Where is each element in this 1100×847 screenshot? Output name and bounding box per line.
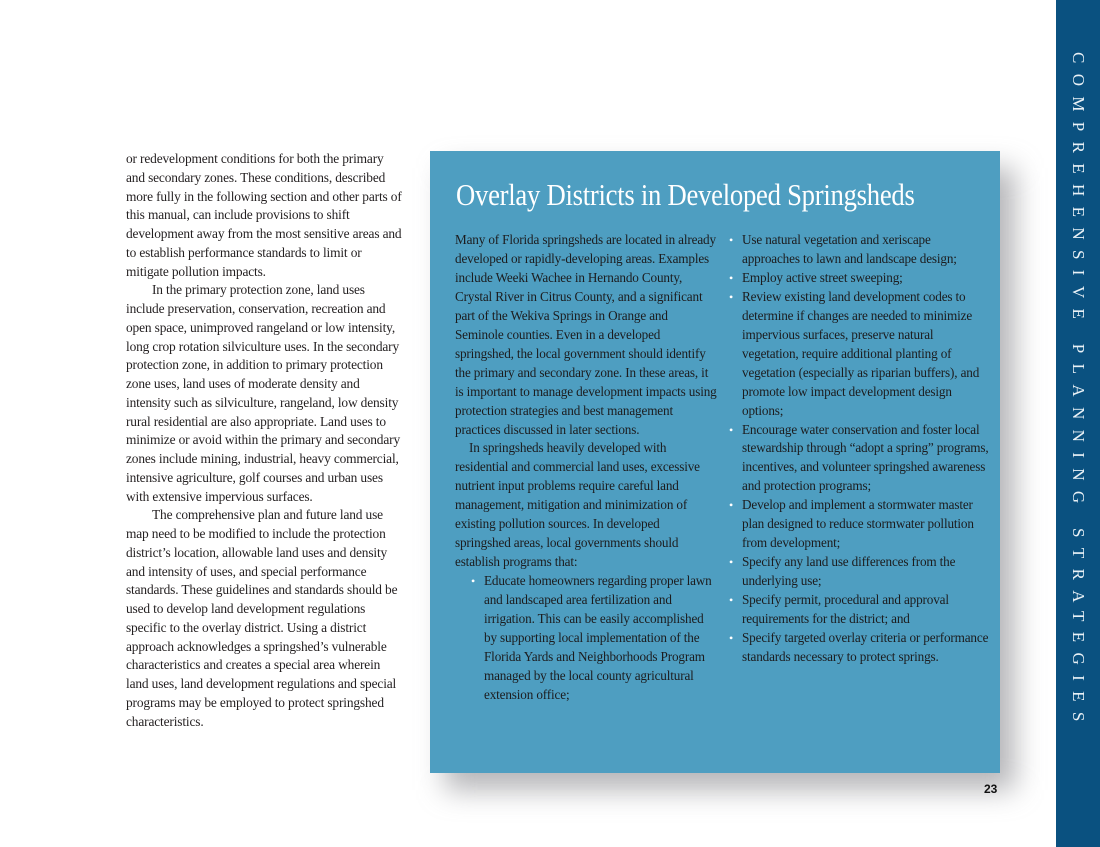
list-item-text: Review existing land development codes to determine if changes are needed to minimize impervious surfaces, preserve natural vegetation, require additional planting of vegetation (especially as riparian buffers), and promote low impact development design options; bbox=[742, 288, 980, 418]
list-item-text: Develop and implement a stormwater master plan designed to reduce stormwater pollution from development; bbox=[742, 497, 974, 551]
callout-bullet-list bbox=[455, 572, 717, 705]
bullet-icon: • bbox=[729, 593, 734, 608]
list-item bbox=[729, 231, 991, 269]
side-banner-text: COMPREHENSIVE PLANNING STRATEGIES bbox=[1069, 52, 1088, 732]
callout-bullet-list bbox=[729, 231, 991, 667]
callout-column-1 bbox=[455, 231, 717, 705]
callout-box bbox=[430, 151, 1000, 773]
list-item-text: Specify permit, procedural and approval requirements for the district; and bbox=[742, 592, 949, 627]
list-item bbox=[729, 496, 991, 553]
left-column bbox=[126, 150, 402, 731]
bullet-icon: • bbox=[729, 422, 734, 437]
list-item-text: Specify any land use differences from the underlying use; bbox=[742, 554, 956, 589]
bullet-icon: • bbox=[729, 289, 734, 304]
body-paragraph: The comprehensive plan and future land use map need to be modified to include the protection district’s location, allowable land uses and density and intensity of uses, and special performance standards. These guidelines and standards should be used to develop land development regulations specific to the overlay district. Using a district approach acknowledges a springshed’s vulnerable characteristics and creates a special area wherein land uses, land development regulations and special programs may be employed to protect springshed characteristics. bbox=[126, 507, 398, 729]
callout-paragraph: In springsheds heavily developed with residential and commercial land uses, excessive nutrient input problems require careful land management, mitigation and minimization of existing pollution sources. In developed springshed areas, local governments should establish programs that: bbox=[455, 440, 700, 570]
body-paragraph: or redevelopment conditions for both the primary and secondary zones. These conditions, described more fully in the following section and other parts of this manual, can include provisions to shift development away from the most sensitive areas and to establish performance standards to limit or mitigate pollution impacts. bbox=[126, 151, 402, 279]
list-item bbox=[729, 288, 991, 421]
bullet-icon: • bbox=[729, 631, 734, 646]
list-item bbox=[729, 629, 991, 667]
bullet-icon: • bbox=[729, 233, 734, 247]
bullet-icon: • bbox=[729, 270, 734, 285]
bullet-icon: • bbox=[729, 498, 734, 513]
list-item-text: Encourage water conservation and foster local stewardship through “adopt a spring” programs, incentives, and volunteer springshed awareness and protection programs; bbox=[742, 421, 989, 494]
list-item-text: Use natural vegetation and xeriscape approaches to lawn and landscape design; bbox=[742, 232, 957, 266]
list-item bbox=[471, 572, 717, 705]
list-item bbox=[729, 553, 991, 591]
body-paragraph: In the primary protection zone, land uses include preservation, conservation, recreation and open space, unimproved rangeland or low intensity, long crop rotation silviculture uses. In the secondary protection zone, in addition to primary protection zone uses, land uses of moderate density and intensity such as silviculture, rangeland, low density rural residential are also appropriate. Land uses to minimize or avoid within the primary and secondary zones include mining, industrial, heavy commercial, intensive agriculture, golf courses and urban uses with extensive impervious surfaces. bbox=[126, 282, 400, 504]
list-item bbox=[729, 269, 991, 288]
callout-title: Overlay Districts in Developed Springsheds bbox=[456, 177, 915, 212]
callout-paragraph: Many of Florida springsheds are located in already developed or rapidly-developing areas. Examples include Weeki Wachee in Hernando County, Crystal River in Citrus County, and a significant part of the Wekiva Springs in Orange and Seminole counties. Even in a developed springshed, the local government should identify the primary and secondary zone. In these areas, it is important to manage development impacts using protection strategies and best management practices discussed in later sections. bbox=[455, 232, 717, 437]
list-item bbox=[729, 421, 991, 497]
list-item-text: Employ active street sweeping; bbox=[742, 269, 903, 285]
callout-column-2 bbox=[729, 231, 991, 667]
page-number: 23 bbox=[984, 782, 998, 796]
list-item-text: Specify targeted overlay criteria or performance standards necessary to protect springs. bbox=[742, 630, 989, 664]
list-item-text: Educate homeowners regarding proper lawn and landscaped area fertilization and irrigation. This can be easily accomplished by supporting local implementation of the Florida Yards and Neighborhoods Program managed by the local county agricultural extension office; bbox=[484, 573, 712, 702]
list-item bbox=[729, 591, 991, 629]
bullet-icon: • bbox=[729, 555, 734, 570]
bullet-icon: • bbox=[471, 574, 476, 589]
